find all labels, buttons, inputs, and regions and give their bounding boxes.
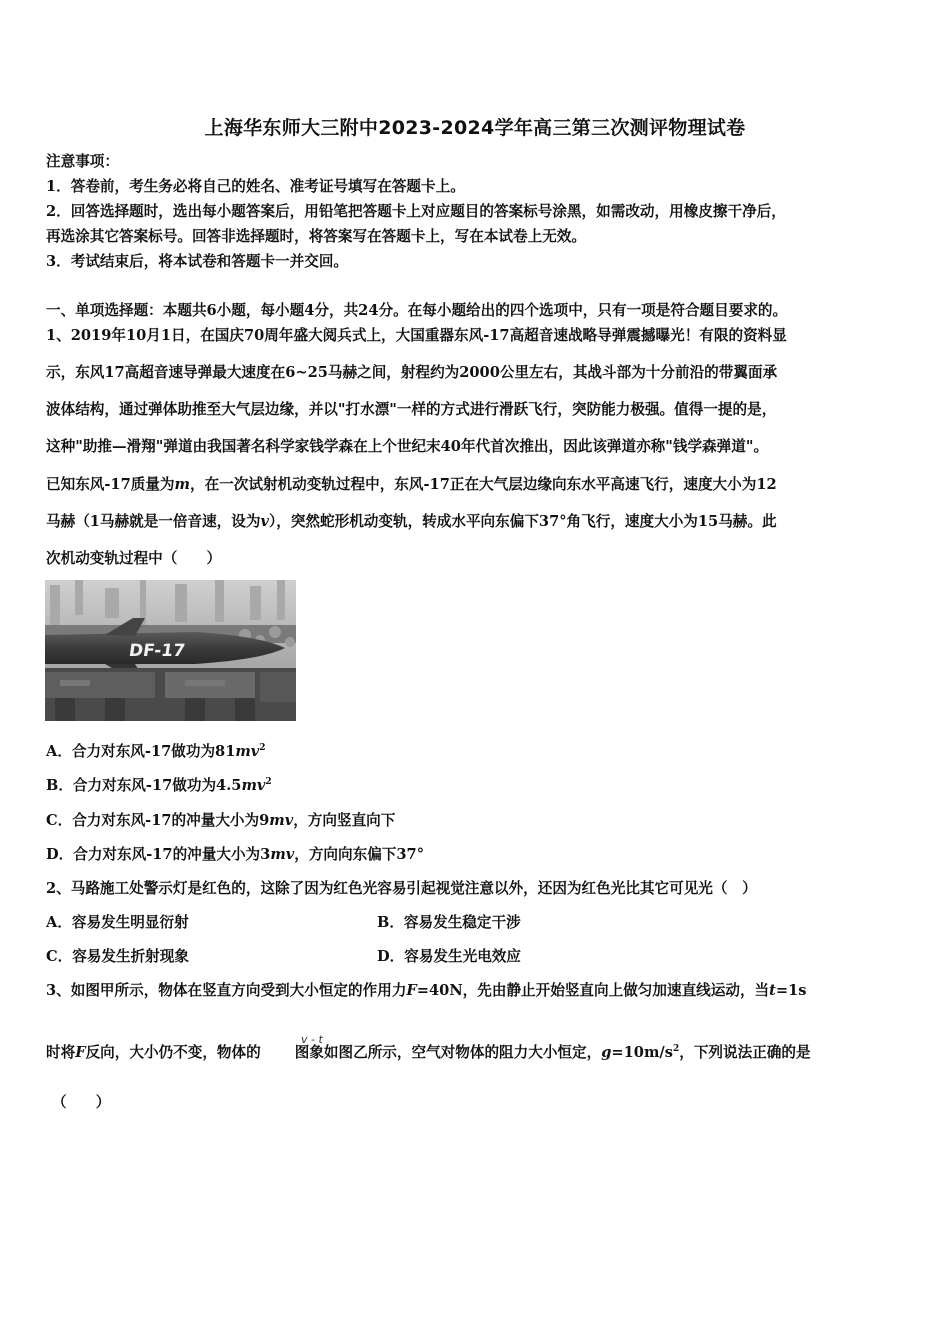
q1-line: 次机动变轨过程中（ ） — [46, 550, 222, 567]
note-item: 再选涂其它答案标号。回答非选择题时，将答案写在答题卡上，写在本试卷上无效。 — [46, 228, 586, 245]
q2-option-b: B．容易发生稳定干涉 — [377, 914, 521, 931]
q1-line: 示，东风17高超音速导弹最大速度在6~25马赫之间，射程约为2000公里左右，其战斗部为十分前沿的带翼面承 — [46, 364, 778, 381]
q1-line: 波体结构，通过弹体助推至大气层边缘，并以"打水漂"一样的方式进行滑跃飞行，突防能力极强。值得一提的是， — [46, 401, 777, 418]
q1-line: 这种"助推—滑翔"弹道由我国著名科学家钱学森在上个世纪末40年代首次推出，因此该弹道亦称"钱学森弹道"。 — [46, 438, 769, 455]
vt-symbol: v - t — [301, 1033, 323, 1046]
q3-line: 3、如图甲所示，物体在竖直方向受到大小恒定的作用力F=40N，先由静止开始竖直向上做匀加速直线运动，当t=1s — [46, 982, 807, 999]
note-item: 1．答卷前，考生务必将自己的姓名、准考证号填写在答题卡上。 — [46, 178, 465, 195]
q3-answer-bracket: （ ） — [52, 1094, 111, 1111]
q1-option-d: D．合力对东风-17的冲量大小为3mv，方向向东偏下37° — [46, 846, 424, 863]
q3-line: 时将F反向，大小仍不变，物体的 图象如图乙所示，空气对物体的阻力大小恒定，$g=10m/s^2$，下列说法正确的是 — [46, 1044, 811, 1061]
note-item: 2．回答选择题时，选出每小题答案后，用铅笔把答题卡上对应题目的答案标号涂黑，如需改动，用橡皮擦干净后， — [46, 203, 786, 220]
q2-option-a: A．容易发生明显衍射 — [46, 914, 189, 931]
notes-heading: 注意事项： — [46, 153, 119, 170]
missile-label: DF-17 — [127, 641, 187, 661]
q1-line: 马赫（1马赫就是一倍音速，设为v），突然蛇形机动变轨，转成水平向东偏下37°角飞行，速度大小为15马赫。此 — [46, 513, 777, 530]
section-heading: 一、单项选择题：本题共6小题，每小题4分，共24分。在每小题给出的四个选项中，只有一项是符合题目要求的。 — [46, 302, 788, 319]
q2-option-d: D．容易发生光电效应 — [377, 948, 522, 965]
q2-option-c: C．容易发生折射现象 — [46, 948, 189, 965]
note-item: 3．考试结束后，将本试卷和答题卡一并交回。 — [46, 253, 349, 270]
q1-option-b: B．合力对东风-17做功为$4.5mv^2$ — [46, 777, 272, 794]
q2-stem: 2、马路施工处警示灯是红色的，这除了因为红色光容易引起视觉注意以外，还因为红色光比其它可见光（ ） — [46, 880, 757, 897]
q1-line: 1、2019年10月1日，在国庆70周年盛大阅兵式上，大国重器东风-17高超音速战略导弹震撼曝光！有限的资料显 — [46, 327, 787, 344]
q1-option-a: A．合力对东风-17做功为$81mv^2$ — [46, 743, 266, 760]
q1-line: 已知东风-17质量为m，在一次试射机动变轨过程中，东风-17正在大气层边缘向东水平高速飞行，速度大小为12 — [46, 476, 777, 493]
page-title: 上海华东师大三附中2023-2024学年高三第三次测评物理试卷 — [204, 117, 746, 139]
df17-missile-photo — [45, 580, 296, 721]
q1-option-c: C．合力对东风-17的冲量大小为9mv，方向竖直向下 — [46, 812, 396, 829]
